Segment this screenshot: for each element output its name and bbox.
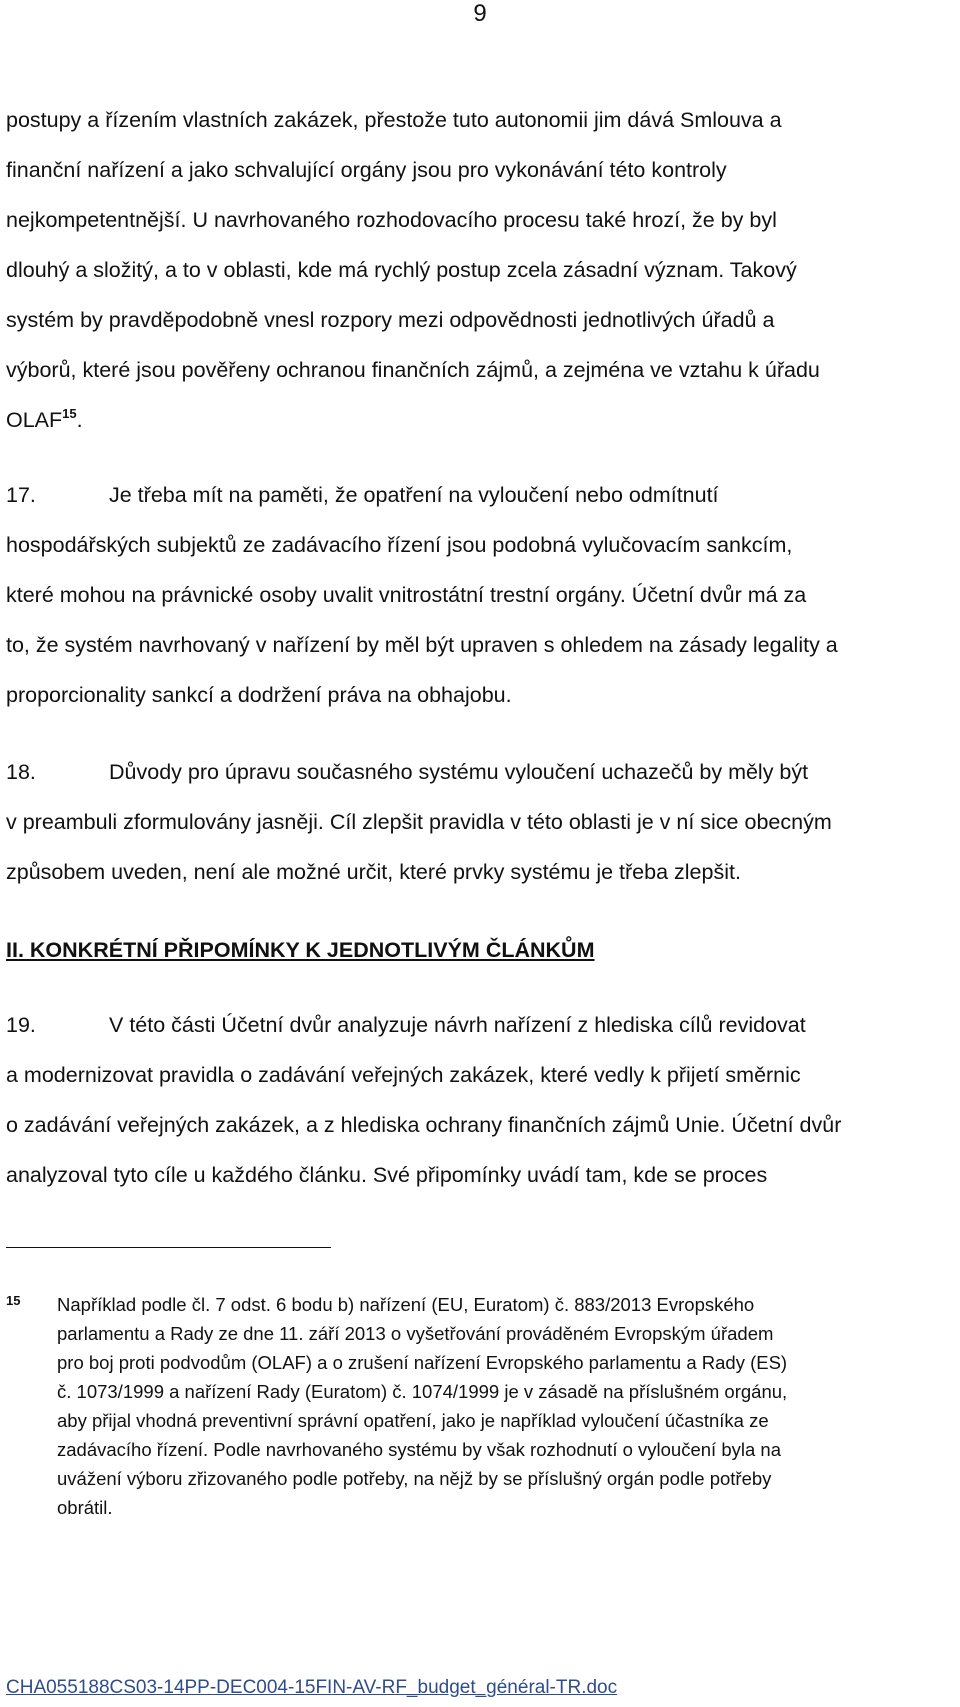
text-line: v preambuli zformulovány jasněji. Cíl zlepšit pravidla v této oblasti je v ní sice obecným (6, 810, 832, 834)
text-line: proporcionality sankcí a dodržení práva na obhajobu. (6, 683, 512, 707)
footnote (6, 1290, 954, 1522)
text-line: a modernizovat pravidla o zadávání veřejných zakázek, které vedly k přijetí směrnic (6, 1063, 801, 1087)
paragraph-18 (6, 747, 954, 897)
paragraph-17 (6, 470, 954, 720)
text-line: o zadávání veřejných zakázek, a z hlediska ochrany finančních zájmů Unie. Účetní dvůr (6, 1113, 842, 1137)
footnote-line: uvážení výboru zřizovaného podle potřeby, na nějž by se příslušný orgán podle potřeby (57, 1468, 772, 1489)
text-line: analyzoval tyto cíle u každého článku. Své připomínky uvádí tam, kde se proces (6, 1163, 768, 1187)
text-span: Je třeba mít na paměti, že opatření na vyloučení nebo odmítnutí (109, 483, 719, 507)
section-heading: II. KONKRÉTNÍ PŘIPOMÍNKY K JEDNOTLIVÝM ČLÁNKŮM (6, 938, 595, 962)
text-span: Důvody pro úpravu současného systému vyloučení uchazečů by měly být (109, 760, 809, 784)
text-line: postupy a řízením vlastních zakázek, přestože tuto autonomii jim dává Smlouva a (6, 108, 782, 132)
footnote-reference[interactable]: 15 (62, 406, 77, 421)
footnote-marker: 15 (6, 1293, 21, 1308)
text-line: finanční nařízení a jako schvalující orgány jsou pro vykonávání této kontroly (6, 158, 727, 182)
footnote-line: aby přijal vhodná preventivní správní opatření, jako je například vyloučení účastníka ze (57, 1410, 769, 1431)
paragraph-number: 17. (6, 483, 36, 507)
olaf-text: OLAF (6, 408, 63, 432)
text-line: dlouhý a složitý, a to v oblasti, kde má rychlý postup zcela zásadní význam. Takový (6, 258, 797, 282)
text-line (6, 395, 954, 445)
text-line: nejkompetentnější. U navrhovaného rozhodovacího procesu také hrozí, že by byl (6, 208, 777, 232)
text-line: výborů, které jsou pověřeny ochranou finančních zájmů, a zejména ve vztahu k úřadu (6, 358, 820, 382)
text-line: způsobem uveden, není ale možné určit, které prvky systému je třeba zlepšit. (6, 860, 741, 884)
footnote-line: pro boj proti podvodům (OLAF) a o zrušení nařízení Evropského parlamentu a Rady (ES) (57, 1352, 788, 1373)
document-filename-footer[interactable]: CHA055188CS03-14PP-DEC004-15FIN-AV-RF_budget_général-TR.doc (6, 1677, 618, 1698)
footnote-separator (6, 1247, 331, 1248)
footnote-line: č. 1073/1999 a nařízení Rady (Euratom) č. 1074/1999 je v zásadě na příslušném orgánu, (57, 1381, 788, 1402)
paragraph-number: 18. (6, 760, 36, 784)
paragraph-first-line (6, 747, 954, 797)
paragraph-number: 19. (6, 1013, 36, 1037)
paragraph-continuation (6, 95, 954, 445)
paragraph-first-line (6, 470, 954, 520)
section-heading-block (6, 925, 954, 975)
text-line: systém by pravděpodobně vnesl rozpory mezi odpovědnosti jednotlivých úřadů a (6, 308, 775, 332)
text-line: které mohou na právnické osoby uvalit vnitrostátní trestní orgány. Účetní dvůr má za (6, 583, 807, 607)
sentence-end: . (76, 408, 83, 432)
text-line: hospodářských subjektů ze zadávacího řízení jsou podobná vylučovacím sankcím, (6, 533, 793, 557)
footnote-line: Například podle čl. 7 odst. 6 bodu b) nařízení (EU, Euratom) č. 883/2013 Evropského (57, 1294, 755, 1315)
footnote-line: parlamentu a Rady ze dne 11. září 2013 o vyšetřování prováděném Evropským úřadem (57, 1323, 774, 1344)
text-span: V této části Účetní dvůr analyzuje návrh nařízení z hlediska cílů revidovat (109, 1013, 806, 1037)
text-line: to, že systém navrhovaný v nařízení by měl být upraven s ohledem na zásady legality a (6, 633, 838, 657)
page-number: 9 (473, 0, 487, 27)
paragraph-19 (6, 1000, 954, 1200)
footnote-line: zadávacího řízení. Podle navrhovaného systému by však rozhodnutí o vyloučení byla na (57, 1439, 781, 1460)
footnote-line: obrátil. (57, 1497, 113, 1518)
paragraph-first-line (6, 1000, 954, 1050)
